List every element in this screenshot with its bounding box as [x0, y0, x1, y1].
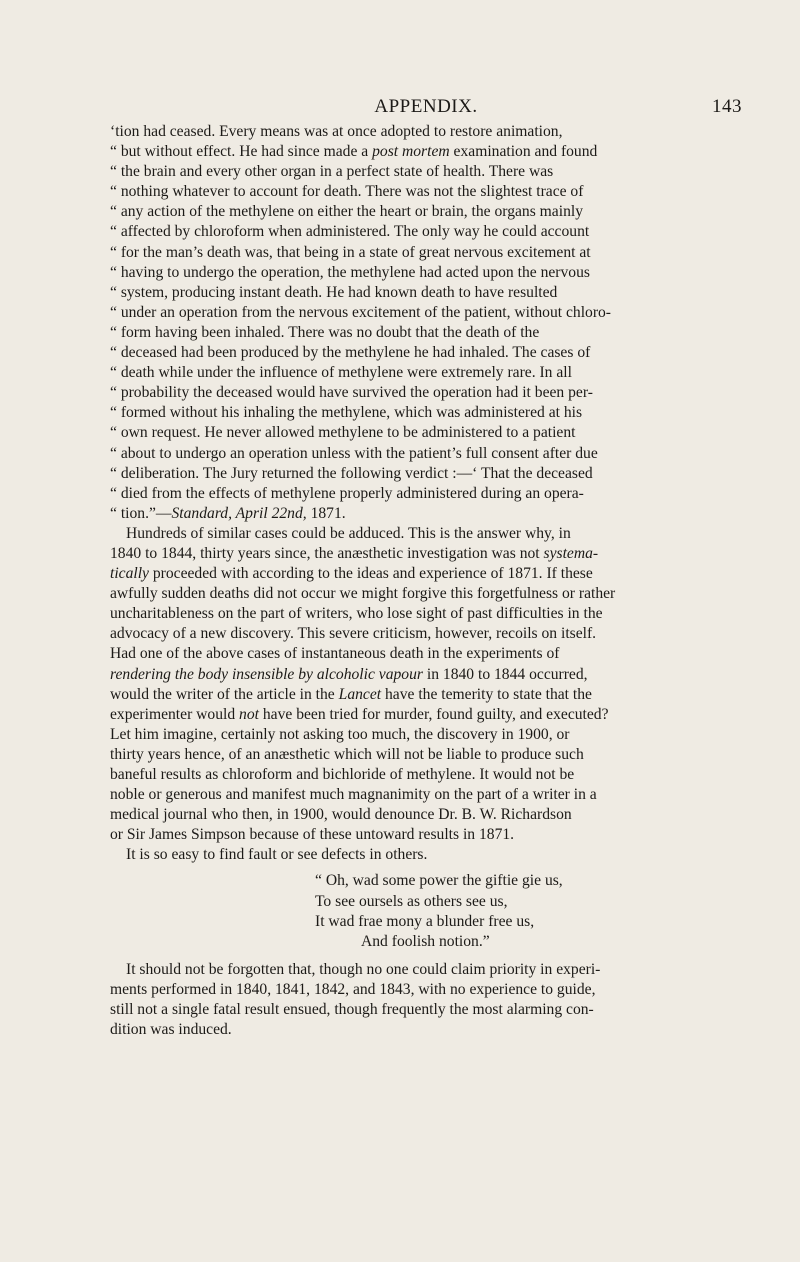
text-line: “ affected by chloroform when administered. The only way he could account — [110, 223, 590, 241]
text-line: “ having to undergo the operation, the methylene had acted upon the nervous — [110, 263, 590, 281]
text-run: proceeded with according to the ideas and experience of 1871. If these — [148, 565, 593, 583]
text-line: Hundreds of similar cases could be adduced. This is the answer why, in — [126, 524, 571, 542]
text-line: thirty years hence, of an anæsthetic which will not be liable to produce such — [110, 745, 584, 763]
poem-line: “ Oh, wad some power the giftie gie us, — [315, 872, 563, 890]
paragraph-hundreds — [110, 524, 742, 866]
text-line: noble or generous and manifest much magnanimity on the part of a writer in a — [110, 786, 597, 804]
text-line: uncharitableness on the part of writers, who lose sight of past difficulties in the — [110, 605, 603, 623]
text-run: would the writer of the article in the — [110, 685, 339, 703]
text-line: “ about to undergo an operation unless with the patient’s full consent after due — [110, 444, 598, 462]
text-line: “ formed without his inhaling the methylene, which was administered at his — [110, 404, 583, 422]
text-line — [110, 564, 742, 584]
text-line — [110, 142, 742, 162]
text-line: “ own request. He never allowed methylene to be administered to a patient — [110, 424, 576, 442]
poem-line: And foolish notion.” — [361, 932, 490, 950]
running-title: APPENDIX. — [374, 96, 478, 117]
text-line: or Sir James Simpson because of these untoward results in 1871. — [110, 826, 515, 844]
text-line: It is so easy to find fault or see defects in others. — [126, 846, 428, 864]
text-run: have been tried for murder, found guilty, and executed? — [258, 705, 609, 723]
text-run: have the temerity to state that the — [381, 685, 592, 703]
poem-line: It wad frae mony a blunder free us, — [315, 912, 535, 930]
text-run: examination and found — [449, 143, 598, 161]
body-text — [110, 122, 742, 1040]
quoted-report — [110, 122, 742, 524]
text-line — [110, 665, 742, 685]
paragraph-priority — [110, 960, 742, 1040]
italic-term: tically — [110, 565, 149, 583]
text-line: ments performed in 1840, 1841, 1842, and 1843, with no experience to guide, — [110, 980, 596, 998]
text-line — [110, 685, 742, 705]
text-line: “ under an operation from the nervous excitement of the patient, without chloro- — [110, 303, 612, 321]
text-run: 1871. — [306, 504, 346, 522]
text-line: awfully sudden deaths did not occur we might forgive this forgetfulness or rather — [110, 585, 616, 603]
text-line: Let him imagine, certainly not asking too much, the discovery in 1900, or — [110, 725, 570, 743]
text-line: “ death while under the influence of methylene were extremely rare. In all — [110, 364, 572, 382]
text-run: experimenter would — [110, 705, 240, 723]
text-line — [110, 544, 742, 564]
text-line: advocacy of a new discovery. This severe criticism, however, recoils on itself. — [110, 625, 597, 643]
poem-line: To see oursels as others see us, — [315, 892, 508, 910]
text-line: “ deliberation. The Jury returned the following verdict :—‘ That the deceased — [110, 464, 593, 482]
text-line — [110, 705, 742, 725]
text-line: “ probability the deceased would have survived the operation had it been per- — [110, 384, 593, 402]
italic-term: systema- — [543, 544, 599, 562]
page-number: 143 — [712, 96, 742, 117]
text-line: ‘tion had ceased. Every means was at once adopted to restore animation, — [110, 123, 563, 140]
italic-term: not — [239, 705, 259, 723]
text-line: “ nothing whatever to account for death. There was not the slightest trace of — [110, 183, 584, 201]
text-line: “ any action of the methylene on either the heart or brain, the organs mainly — [110, 203, 583, 221]
poem-quote — [315, 871, 742, 951]
text-line: “ died from the effects of methylene properly administered during an opera- — [110, 484, 584, 502]
text-line: dition was induced. — [110, 1021, 232, 1039]
text-line: It should not be forgotten that, though no one could claim priority in experi- — [126, 960, 601, 978]
source-citation: Standard, April 22nd, — [171, 504, 307, 522]
text-line: Had one of the above cases of instantaneous death in the experiments of — [110, 645, 560, 663]
text-line: baneful results as chloroform and bichloride of methylene. It would not be — [110, 766, 575, 783]
text-line: “ form having been inhaled. There was no doubt that the death of the — [110, 323, 540, 341]
running-header — [110, 96, 742, 122]
text-run: “ tion.”— — [110, 504, 172, 522]
italic-term: post mortem — [372, 143, 450, 161]
text-line: “ system, producing instant death. He had known death to have resulted — [110, 283, 558, 301]
text-line: “ for the man’s death was, that being in a state of great nervous excitement at — [110, 243, 591, 261]
text-run: “ but without effect. He had since made a — [110, 143, 373, 161]
italic-phrase: rendering the body insensible by alcoholic vapour — [110, 665, 423, 683]
text-line — [110, 504, 742, 524]
text-line: “ deceased had been produced by the methylene he had inhaled. The cases of — [110, 344, 591, 362]
text-line: medical journal who then, in 1900, would denounce Dr. B. W. Richardson — [110, 806, 572, 824]
text-run: in 1840 to 1844 occurred, — [422, 665, 588, 683]
text-line: “ the brain and every other organ in a perfect state of health. There was — [110, 163, 554, 181]
text-run: 1840 to 1844, thirty years since, the anæsthetic investigation was not — [110, 544, 544, 562]
journal-title: Lancet — [338, 685, 382, 703]
text-line: still not a single fatal result ensued, though frequently the most alarming con- — [110, 1001, 594, 1019]
